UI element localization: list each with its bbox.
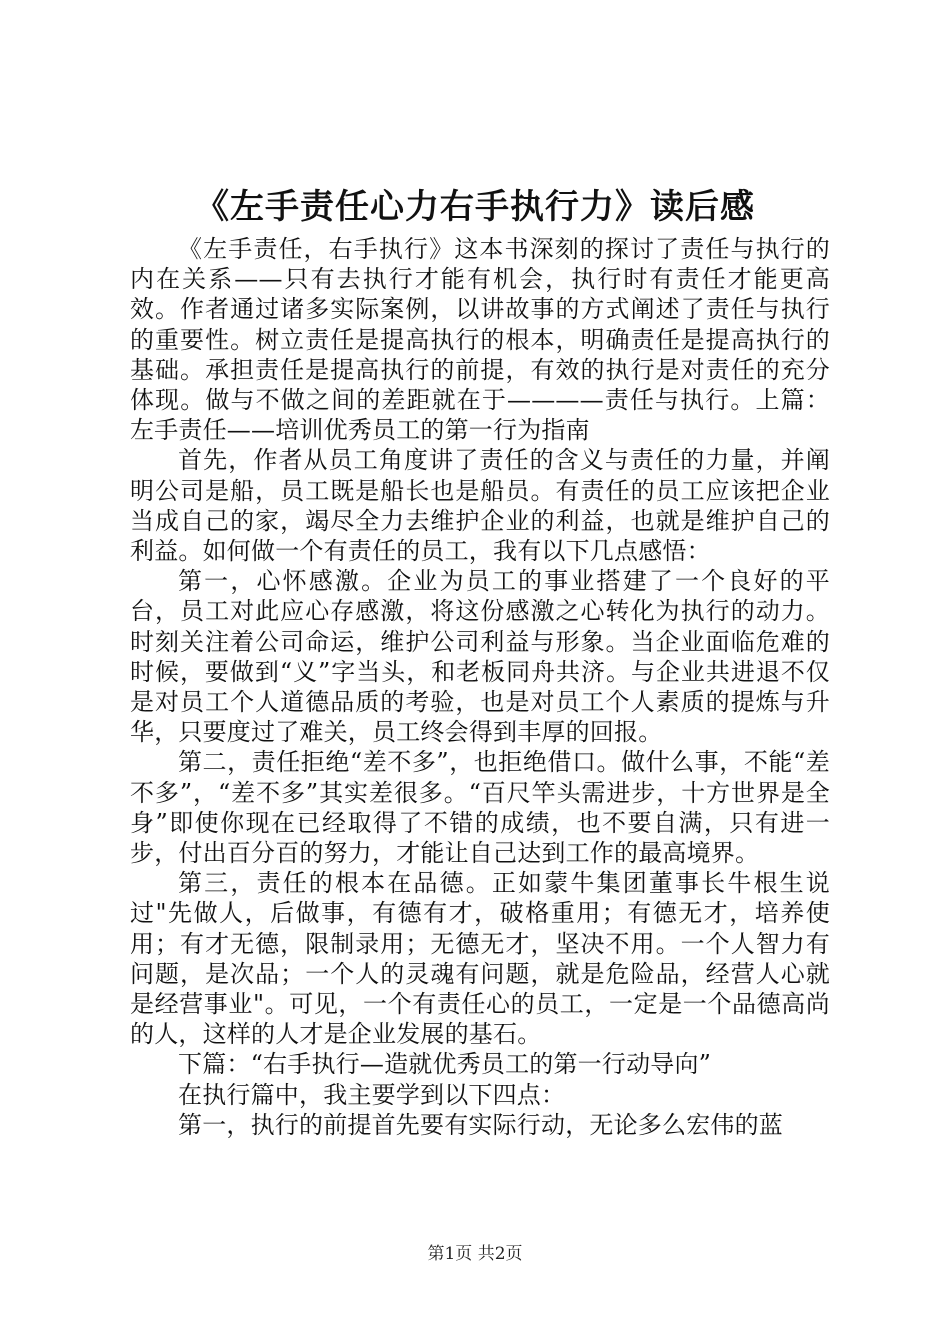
paragraph-point-three: 第三，责任的根本在品德。正如蒙牛集团董事长牛根生说过"先做人，后做事，有德有才，破格重用；有德无才，培养使用；有才无德，限制录用；无德无才，坚决不用。一个人智力有问题，是次品；一个人的灵魂有问题，就是危险品，经营人心就是经营事业"。可见，一个有责任心的员工，一定是一个品德高尚的人，这样的人才是企业发展的基石。 bbox=[130, 869, 830, 1049]
document-body bbox=[130, 234, 830, 1140]
paragraph-execution-intro: 在执行篇中，我主要学到以下四点： bbox=[178, 1080, 566, 1109]
paragraph-point-two: 第二，责任拒绝“差不多”，也拒绝借口。做什么事，不能“差不多”，“差不多”其实差很多。“百尺竿头需进步，十方世界是全身”即使你现在已经取得了不错的成绩，也不要自满，只有进一步，付出百分百的努力，才能让自己达到工作的最高境界。 bbox=[130, 748, 830, 868]
paragraph-intro: 《左手责任，右手执行》这本书深刻的探讨了责任与执行的内在关系——只有去执行才能有机会，执行时有责任才能更高效。作者通过诸多实际案例，以讲故事的方式阐述了责任与执行的重要性。树立责任是提高执行的根本，明确责任是提高执行的基础。承担责任是提高执行的前提，有效的执行是对责任的充分体现。做与不做之间的差距就在于————责任与执行。上篇：左手责任——培训优秀员工的第一行为指南 bbox=[130, 235, 830, 445]
paragraph-part-two-heading: 下篇：“右手执行—造就优秀员工的第一行动导向” bbox=[178, 1050, 712, 1079]
paragraph-point-one: 第一，心怀感激。企业为员工的事业搭建了一个良好的平台，员工对此应心存感激，将这份感激之心转化为执行的动力。时刻关注着公司命运，维护公司利益与形象。当企业面临危难的时候，要做到“义”字当头，和老板同舟共济。与企业共进退不仅是对员工个人道德品质的考验，也是对员工个人素质的提炼与升华，只要度过了难关，员工终会得到丰厚的回报。 bbox=[130, 567, 830, 747]
page-number-footer: 第1页 共2页 bbox=[427, 1244, 523, 1264]
paragraph-first: 首先，作者从员工角度讲了责任的含义与责任的力量，并阐明公司是船，员工既是船长也是船员。有责任的员工应该把企业当成自己的家，竭尽全力去维护企业的利益，也就是维护自己的利益。如何做一个有责任的员工，我有以下几点感悟： bbox=[130, 446, 830, 566]
paragraph-execution-one: 第一，执行的前提首先要有实际行动，无论多么宏伟的蓝 bbox=[178, 1110, 783, 1139]
document-title: 《左手责任心力右手执行力》读后感 bbox=[195, 187, 755, 227]
